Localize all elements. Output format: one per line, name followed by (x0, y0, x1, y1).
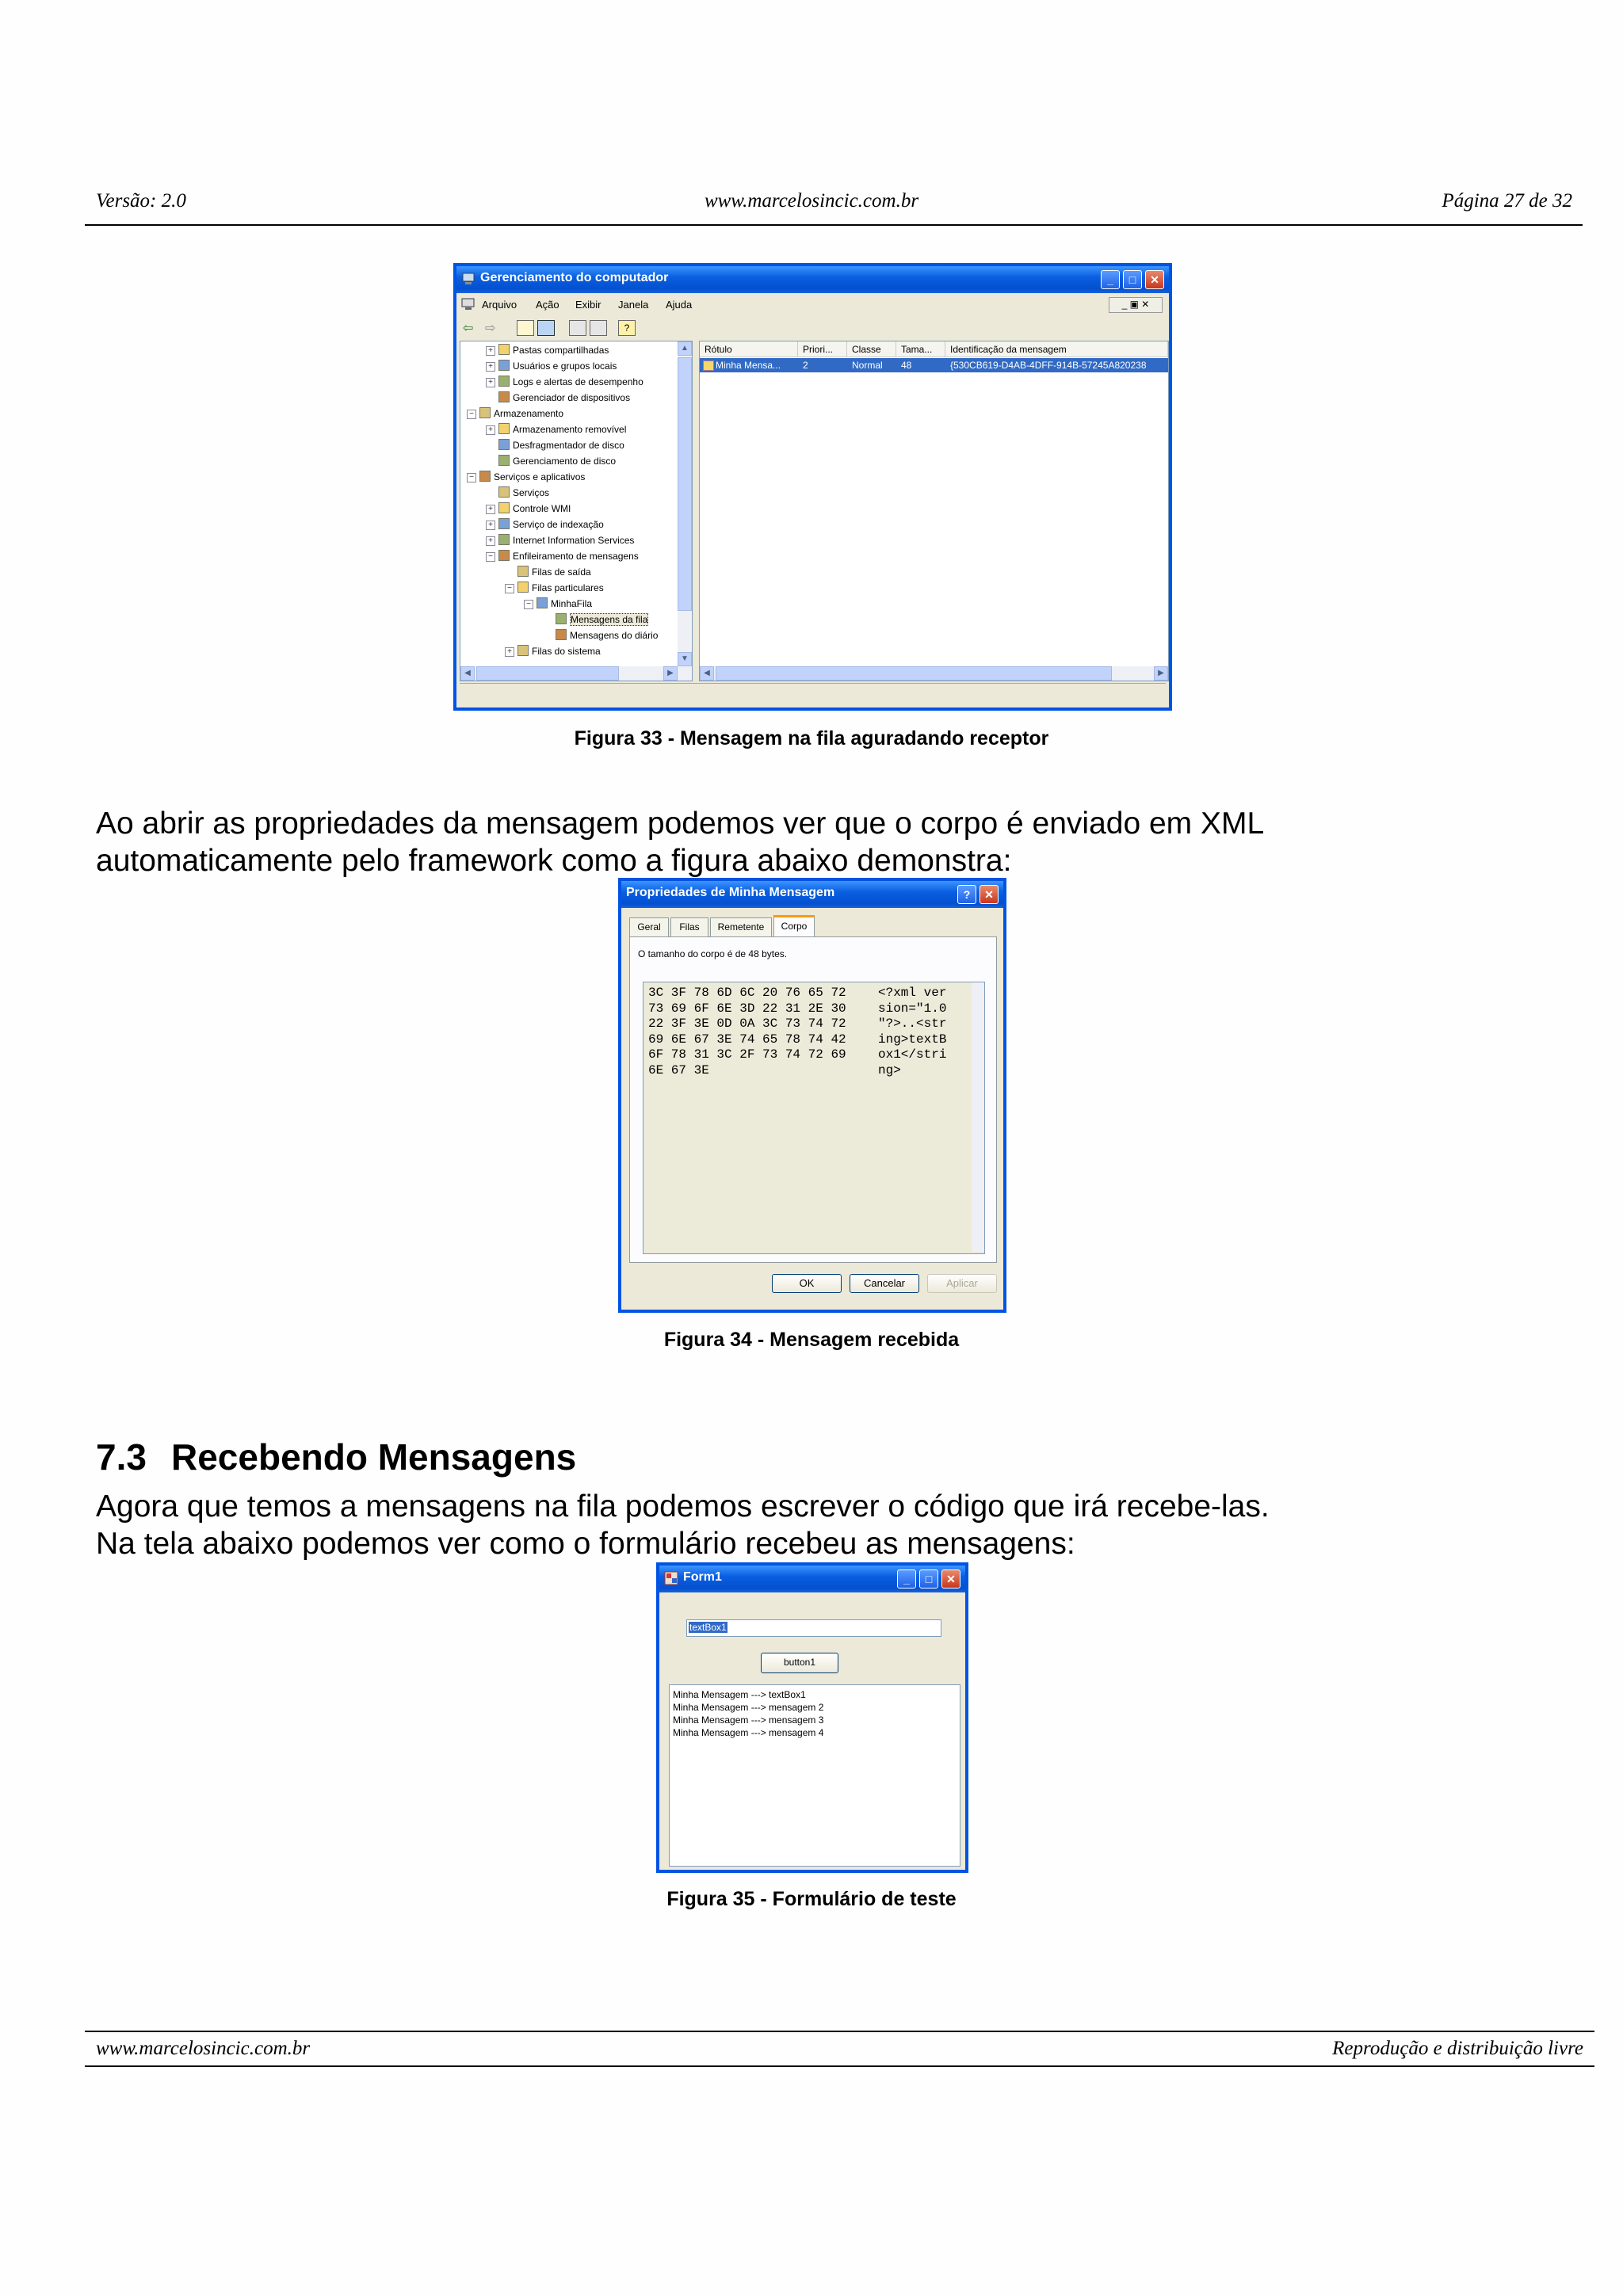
expand-toggle[interactable]: + (486, 346, 495, 356)
tree-item-label: Internet Information Services (513, 535, 635, 546)
list-item[interactable]: Minha Mensagem ---> mensagem 4 (673, 1727, 824, 1738)
tree-node-icon (556, 629, 567, 640)
window-title: Gerenciamento do computador (480, 271, 669, 284)
tree-item[interactable] (517, 644, 601, 658)
tree-item-label: Gerenciamento de disco (513, 456, 617, 467)
collapse-toggle[interactable]: − (524, 600, 533, 609)
tree-vertical-scrollbar[interactable]: ▲ ▼ (678, 341, 692, 666)
maximize-button[interactable]: □ (919, 1569, 938, 1589)
textbox1[interactable] (686, 1619, 941, 1637)
close-button[interactable]: ✕ (980, 885, 999, 904)
tree-item[interactable] (498, 454, 616, 468)
body-size-label: O tamanho do corpo é de 48 bytes. (638, 948, 788, 959)
tree-item-label: Pastas compartilhadas (513, 345, 609, 356)
footer-site: www.marcelosincic.com.br (96, 2038, 311, 2059)
tree-item[interactable] (498, 343, 609, 357)
window-title: Form1 (683, 1570, 722, 1584)
minimize-button[interactable]: _ (1101, 270, 1120, 289)
tree-node-icon (498, 439, 510, 450)
tree-item[interactable] (498, 486, 549, 500)
tree-node-icon (556, 613, 567, 624)
row-classe: Normal (852, 360, 883, 371)
list-item[interactable]: Minha Mensagem ---> textBox1 (673, 1689, 806, 1700)
app-icon (461, 298, 475, 311)
tree-item[interactable] (498, 422, 626, 437)
menu-exibir[interactable]: Exibir (575, 299, 601, 311)
expand-toggle[interactable]: + (486, 362, 495, 372)
tree-item[interactable] (556, 628, 658, 643)
message-body-hex-view[interactable] (643, 982, 985, 1254)
paragraph-2-line-1: Agora que temos a mensagens na fila podemos escrever o código que irá recebe-las. (96, 1489, 1270, 1524)
tree-item[interactable] (498, 438, 624, 452)
textbox1-value: textBox1 (689, 1622, 727, 1633)
tree-item-label: Filas particulares (532, 582, 604, 593)
tree-item[interactable] (479, 406, 563, 421)
row-rotulo: Minha Mensa... (716, 360, 781, 371)
tree-item[interactable] (537, 597, 592, 611)
tree-item-label: Enfileiramento de mensagens (513, 551, 639, 562)
collapse-toggle[interactable]: − (467, 410, 476, 419)
tab-remetente[interactable]: Remetente (710, 917, 772, 936)
menu-janela[interactable]: Janela (618, 299, 649, 311)
paragraph-1-line-1: Ao abrir as propriedades da mensagem podemos ver que o corpo é enviado em XML (96, 807, 1265, 841)
section-number: 7.3 (96, 1436, 147, 1478)
expand-toggle[interactable]: + (505, 647, 514, 657)
hex-scrollbar[interactable] (972, 982, 984, 1252)
tree-item[interactable] (479, 470, 585, 484)
tree-node-icon (498, 455, 510, 466)
list-item[interactable]: Minha Mensagem ---> mensagem 3 (673, 1714, 824, 1726)
tree-node-icon (498, 344, 510, 355)
close-button[interactable]: ✕ (941, 1569, 960, 1589)
hex-ascii: <?xml ver sion="1.0 "?>..<str ing>textB ox1</stri ng> (878, 986, 947, 1077)
expand-toggle[interactable]: + (486, 425, 495, 435)
tab-corpo[interactable]: Corpo (773, 915, 815, 937)
tree-node-icon (498, 534, 510, 545)
tree-item-label: Filas do sistema (532, 646, 601, 657)
close-button[interactable]: ✕ (1145, 270, 1164, 289)
menu-acao[interactable]: Ação (536, 299, 559, 311)
tree-item[interactable] (498, 359, 617, 373)
tree-node-icon (537, 597, 548, 608)
computer-icon (461, 272, 475, 286)
footer-rights: Reprodução e distribuição livre (1332, 2038, 1583, 2059)
list-item[interactable]: Minha Mensagem ---> mensagem 2 (673, 1702, 824, 1713)
tree-item-label: Mensagens do diário (570, 630, 659, 641)
export-list-icon[interactable] (590, 320, 607, 336)
tree-item-label: Armazenamento (494, 408, 564, 419)
header-page-number: Página 27 de 32 (1442, 190, 1572, 212)
tree-item-label: Controle WMI (513, 503, 571, 514)
up-folder-icon[interactable] (517, 320, 534, 336)
help-button[interactable]: ? (957, 885, 976, 904)
figure-33-caption: Figura 33 - Mensagem na fila aguradando receptor (574, 727, 1049, 749)
computer-management-window (453, 263, 1172, 711)
minimize-button[interactable]: _ (897, 1569, 916, 1589)
tree-node-icon (498, 518, 510, 529)
menu-arquivo[interactable]: Arquivo (482, 299, 517, 311)
menu-ajuda[interactable]: Ajuda (666, 299, 693, 311)
expand-toggle[interactable]: + (486, 536, 495, 546)
tree-item-label: Logs e alertas de desempenho (513, 376, 643, 387)
tree-node-icon (498, 550, 510, 561)
show-tree-icon[interactable] (537, 320, 555, 336)
section-title: Recebendo Mensagens (171, 1436, 577, 1478)
tree-item-label: Filas de saída (532, 566, 591, 578)
tree-node-icon (498, 502, 510, 513)
col-classe[interactable]: Classe (847, 341, 896, 357)
tab-filas[interactable]: Filas (670, 917, 708, 936)
tree-pane (460, 341, 693, 681)
message-list (699, 341, 1169, 681)
tree-item[interactable] (498, 517, 604, 532)
tree-node-icon (498, 376, 510, 387)
button1[interactable]: button1 (761, 1653, 838, 1673)
form1-window (656, 1562, 968, 1873)
tab-panel-corpo (629, 936, 997, 1263)
tree-node-icon (498, 423, 510, 434)
tree-item[interactable] (517, 565, 591, 579)
tree-item[interactable] (498, 549, 639, 563)
expand-toggle[interactable]: + (486, 505, 495, 514)
tree-item-label: MinhaFila (551, 598, 593, 609)
tree-node-icon (517, 566, 529, 577)
figure-34-caption: Figura 34 - Mensagem recebida (663, 1329, 960, 1351)
figure-35-caption: Figura 35 - Formulário de teste (666, 1888, 957, 1910)
tab-geral[interactable]: Geral (629, 917, 669, 936)
tree-item[interactable] (556, 612, 648, 627)
tree-item-label: Armazenamento removível (513, 424, 627, 435)
col-prioridade[interactable]: Priori... (798, 341, 847, 357)
collapse-toggle[interactable]: − (505, 584, 514, 593)
forward-arrow-icon[interactable]: ⇨ (485, 322, 496, 335)
tab-strip (629, 917, 994, 936)
hex-bytes: 3C 3F 78 6D 6C 20 76 65 72 73 69 6F 6E 3D 22 31 2E 30 22 3F 3E 0D 0A 3C 73 74 72 69 6E 67 3E 74 65 78 74 42 6F 78 31 3C 2F 73 74 72 69 6E 67 3E (648, 986, 846, 1077)
message-properties-dialog (618, 878, 1006, 1313)
cancel-button[interactable]: Cancelar (850, 1274, 919, 1293)
col-identificacao[interactable]: Identificação da mensagem (945, 341, 1168, 357)
tree-item-label: Serviços e aplicativos (494, 471, 586, 482)
paragraph-1-line-2: automaticamente pelo framework como a figura abaixo demonstra: (96, 844, 1012, 878)
row-identificacao: {530CB619-D4AB-4DFF-914B-57245A820238 (950, 360, 1147, 371)
header-version: Versão: 2.0 (96, 190, 186, 212)
tree-node-icon (479, 407, 491, 418)
expand-toggle[interactable]: + (486, 521, 495, 530)
header-site: www.marcelosincic.com.br (704, 190, 919, 212)
menu-bar (456, 295, 1169, 315)
header-rule (85, 224, 1583, 226)
tree-horizontal-scrollbar[interactable]: ◀ ▶ (460, 666, 692, 681)
apply-button[interactable]: Aplicar (927, 1274, 997, 1293)
tree-node-icon (479, 471, 491, 482)
message-icon (703, 360, 714, 371)
tree-item[interactable] (498, 375, 643, 389)
tree-item-label: Gerenciador de dispositivos (513, 392, 631, 403)
tree-node-icon (517, 645, 529, 656)
tree-node-icon (498, 486, 510, 498)
tree-item[interactable] (498, 391, 630, 405)
mdi-controls[interactable]: _ ▣ ✕ (1109, 297, 1163, 313)
properties-icon[interactable] (569, 320, 586, 336)
collapse-toggle[interactable]: − (486, 552, 495, 562)
tree-item-label: Usuários e grupos locais (513, 360, 617, 372)
col-rotulo[interactable]: Rótulo (700, 341, 798, 357)
tree-item[interactable] (498, 533, 634, 547)
tree-item[interactable] (498, 502, 571, 516)
title-bar[interactable] (456, 266, 1169, 293)
tree-item-label: Serviço de indexação (513, 519, 604, 530)
row-prioridade: 2 (803, 360, 808, 371)
ok-button[interactable]: OK (772, 1274, 842, 1293)
status-bar (460, 683, 1166, 704)
expand-toggle[interactable]: + (486, 378, 495, 387)
dialog-title: Propriedades de Minha Mensagem (626, 886, 835, 899)
list-horizontal-scrollbar[interactable]: ◀ ▶ (700, 666, 1168, 681)
messages-listbox[interactable] (669, 1684, 960, 1867)
collapse-toggle[interactable]: − (467, 473, 476, 482)
tree-item-label: Mensagens da fila (571, 614, 648, 625)
col-tamanho[interactable]: Tama... (896, 341, 945, 357)
row-tamanho: 48 (901, 360, 912, 371)
paragraph-2-line-2: Na tela abaixo podemos ver como o formulário recebeu as mensagens: (96, 1527, 1075, 1561)
back-arrow-icon[interactable]: ⇦ (463, 322, 474, 335)
footer-rule-bottom (85, 2065, 1594, 2067)
maximize-button[interactable]: □ (1123, 270, 1142, 289)
tree-item-label: Desfragmentador de disco (513, 440, 624, 451)
tree-item[interactable] (517, 581, 604, 595)
tree-node-icon (517, 582, 529, 593)
form-icon (664, 1571, 678, 1585)
toolbar (456, 317, 1169, 339)
footer-rule-top (85, 2031, 1594, 2032)
tree-node-icon (498, 360, 510, 371)
help-icon[interactable]: ? (618, 320, 636, 336)
tree-node-icon (498, 391, 510, 402)
section-heading (96, 1436, 576, 1478)
tree-item-label: Serviços (513, 487, 550, 498)
title-bar[interactable] (659, 1566, 965, 1592)
title-bar[interactable] (621, 881, 1003, 908)
table-row[interactable] (700, 358, 1168, 372)
